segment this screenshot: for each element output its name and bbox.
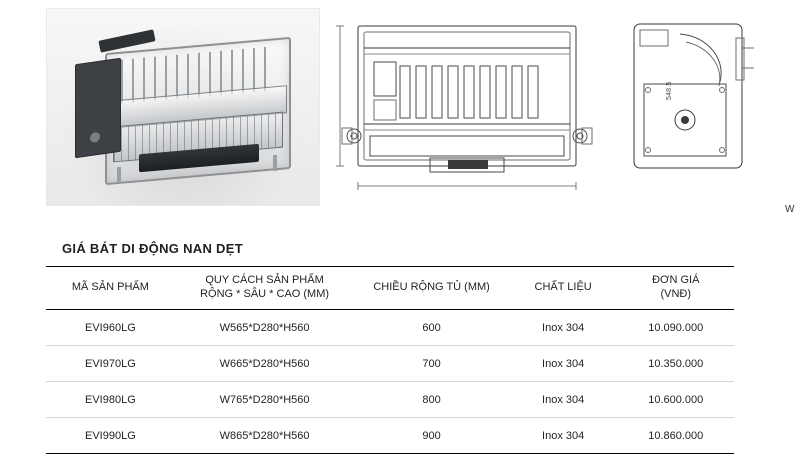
table-row <box>46 382 734 418</box>
cell-price: 10.860.000 <box>617 418 734 454</box>
cell-spec: W665*D280*H560 <box>175 346 355 382</box>
column-header-spec-line1: QUY CÁCH SẢN PHẨM <box>205 274 324 287</box>
cell-code: EVI990LG <box>46 418 175 454</box>
table-row <box>46 418 734 454</box>
column-header-spec-line2: RỘNG * SÂU * CAO (MM) <box>200 288 330 300</box>
table-row <box>46 346 734 382</box>
rack-mounting-plate-shape <box>75 58 121 158</box>
table-body <box>46 310 734 454</box>
front-technical-drawing <box>330 8 795 215</box>
column-header-code: MÃ SẢN PHẨM <box>46 267 175 310</box>
cell-code: EVI960LG <box>46 310 175 346</box>
table-row <box>46 310 734 346</box>
cell-cabinet-width: 700 <box>354 346 508 382</box>
product-spec-table <box>46 266 734 454</box>
column-header-spec <box>175 267 355 310</box>
rack-foot-shape <box>273 155 277 171</box>
side-technical-drawing <box>620 8 770 208</box>
page-title: GIÁ BÁT DI ĐỘNG NAN DẸT <box>62 241 243 256</box>
cell-cabinet-width: 600 <box>354 310 508 346</box>
cell-material: Inox 304 <box>509 418 618 454</box>
front-drawing-width-dimension: W <box>785 204 795 215</box>
cell-spec: W565*D280*H560 <box>175 310 355 346</box>
column-header-cabinet-width: CHIỀU RỘNG TỦ (MM) <box>354 267 508 310</box>
cell-cabinet-width: 900 <box>354 418 508 454</box>
column-header-price-line2: (VNĐ) <box>660 288 692 300</box>
rack-foot-shape <box>117 167 121 183</box>
cell-price: 10.350.000 <box>617 346 734 382</box>
front-drawing-svg <box>330 8 610 208</box>
product-photo <box>46 8 320 206</box>
cell-spec: W865*D280*H560 <box>175 418 355 454</box>
cell-code: EVI980LG <box>46 382 175 418</box>
cell-material: Inox 304 <box>509 310 618 346</box>
front-drawing-height-dimension: 548.5 <box>666 81 673 100</box>
cell-material: Inox 304 <box>509 346 618 382</box>
table-head <box>46 267 734 310</box>
cell-spec: W765*D280*H560 <box>175 382 355 418</box>
cell-price: 10.090.000 <box>617 310 734 346</box>
table-header-row <box>46 267 734 310</box>
cell-cabinet-width: 800 <box>354 382 508 418</box>
cell-code: EVI970LG <box>46 346 175 382</box>
cell-price: 10.600.000 <box>617 382 734 418</box>
cell-material: Inox 304 <box>509 382 618 418</box>
column-header-material: CHẤT LIỆU <box>509 267 618 310</box>
column-header-price-line1: ĐƠN GIÁ <box>652 274 700 287</box>
product-photo-canvas <box>47 9 319 205</box>
side-drawing-svg <box>620 8 770 208</box>
column-header-price <box>617 267 734 310</box>
